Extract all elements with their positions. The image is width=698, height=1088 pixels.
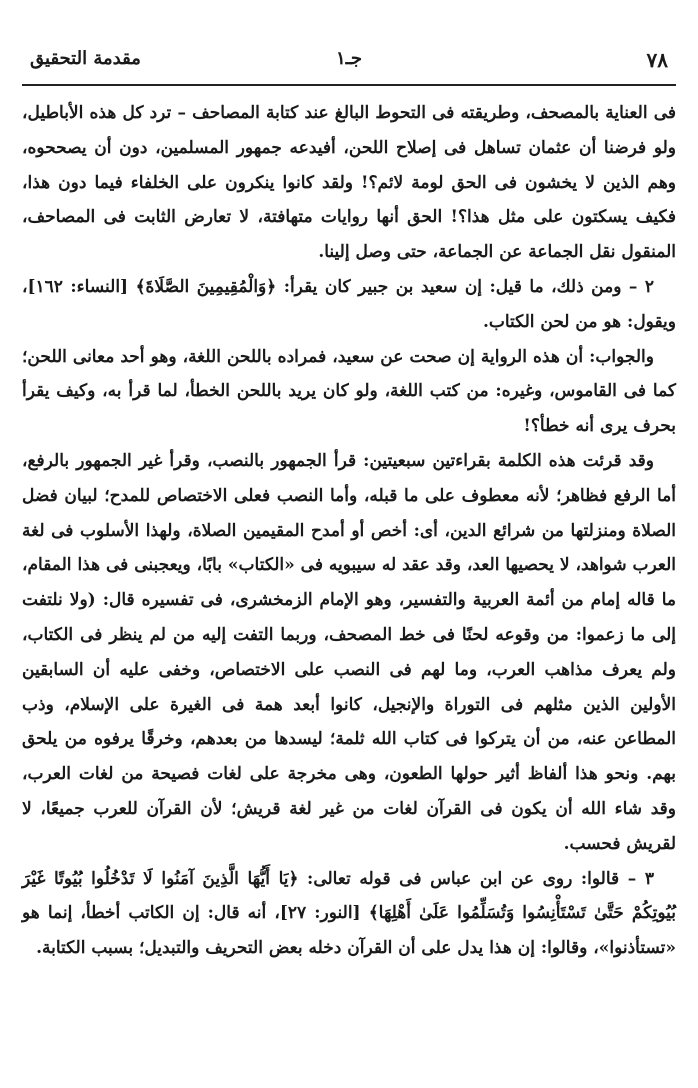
paragraph: ٢ – ومن ذلك، ما قيل: إن سعيد بن جبير كان يقرأ: ﴿وَالْمُقِيمِينَ الصَّلَاةَ﴾ [النساء: ١٦٢]، ويقول: هو من لحن الكتاب. (22, 276, 676, 332)
page-number: ٧٨ (646, 48, 668, 72)
paragraph: والجواب: أن هذه الرواية إن صحت عن سعيد، فمراده باللحن اللغة، وهو أحد معانى اللحن؛ كما فى القاموس، وغيره: من كتب اللغة، ولو كان يريد باللحن الخطأ، لما قرأ به، وكيف يقرأ بحرف يرى أنه خطأ؟! (22, 346, 676, 437)
volume-label: جـ١ (335, 48, 363, 69)
paragraph: فى العناية بالمصحف، وطريقته فى التحوط البالغ عند كتابة المصاحف – ترد كل هذه الأباطيل، ولو فرضنا أن عثمان تساهل فى إصلاح اللحن، أفيدعه جمهور المسلمين، دون أن يصححوه، وهم الذين لا يخشون فى الحق لومة لائم؟! ولقد كانوا ينكرون على الخلفاء فيما دون هذا، فكيف يسكتون على مثل هذا؟! الحق أنها روايات متهافتة، لا تعارض الثابت فى المصاحف، المنقول نقل الجماعة عن الجماعة، حتى وصل إلينا. (22, 103, 676, 263)
paragraph: ٣ – قالوا: روى عن ابن عباس فى قوله تعالى: ﴿يَا أَيُّهَا الَّذِينَ آمَنُوا لَا تَدْخُلُوا بُيُوتًا غَيْرَ بُيُوتِكُمْ حَتَّىٰ تَسْتَأْنِسُوا وَتُسَلِّمُوا عَلَىٰ أَهْلِهَا﴾ [النور: ٢٧]، أنه قال: إن الكاتب أخطأ، إنما هو «تستأذنوا»، وقالوا: إن هذا يدل على أن القرآن دخله بعض التحريف والتبديل؛ بسبب الكتابة. (22, 868, 676, 959)
paragraph: وقد قرئت هذه الكلمة بقراءتين سبعيتين: قرأ الجمهور بالنصب، وقرأ غير الجمهور بالرفع، أما الرفع فظاهر؛ لأنه معطوف على ما قبله، وأما النصب فعلى الاختصاص للمدح؛ لبيان فضل الصلاة ومنزلتها من شرائع الدين، أى: أخص أو أمدح المقيمين الصلاة، ولهذا الأسلوب فى لغة العرب شواهد، لا يحصيها العد، وقد عقد له سيبويه فى «الكتاب» بابًا، ويعجبنى فى هذا المقام، ما قاله إمام من أئمة العربية والتفسير، وهو الإمام الزمخشرى، فى تفسيره قال: (ولا نلتفت إلى ما زعموا: من وقوعه لحنًا فى خط المصحف، وربما التفت إليه من لم ينظر فى الكتاب، ولم يعرف مذاهب العرب، وما لهم فى النصب على الاختصاص، وخفى عليه أن السابقين الأولين الذين مثلهم فى التوراة والإنجيل، كانوا أبعد همة فى الغيرة على الإسلام، وذب المطاعن عنه، من أن يتركوا فى كتاب الله ثلمة؛ ليسدها من بعدهم، وخرقًا يرفوه من يلحق بهم. ونحو هذا ألفاظ أثير حولها الطعون، وهى مخرجة على لغات فصيحة من لغات العرب، وقد شاء الله أن يكون فى القرآن لغات من غير لغة قريش؛ لأن القرآن للعرب جميعًا، لا لقريش فحسب. (22, 450, 676, 854)
running-header (22, 46, 676, 80)
page-body (22, 96, 676, 966)
section-title: مقدمة التحقيق (30, 48, 141, 69)
header-rule (22, 84, 676, 86)
